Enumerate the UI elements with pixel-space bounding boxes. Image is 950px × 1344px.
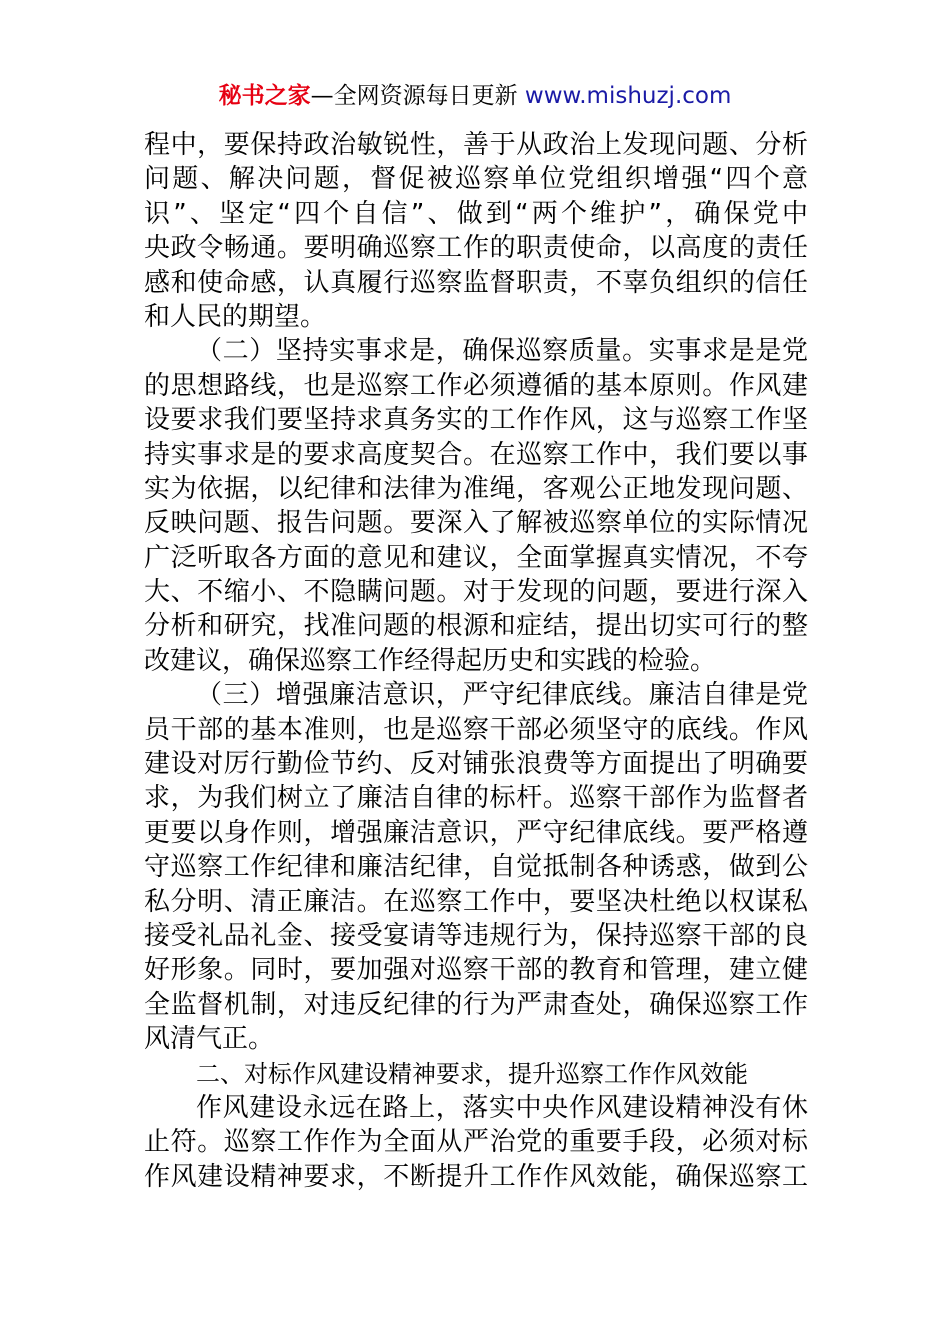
text-line: 全监督机制，对违反纪律的行为严肃查处，确保巡察工作 — [144, 989, 808, 1020]
text-line: 员干部的基本准则，也是巡察干部必须坚守的底线。作风 — [144, 714, 808, 745]
text-line: 接受礼品礼金、接受宴请等违规行为，保持巡察干部的良 — [144, 920, 808, 951]
text-line: 建设对厉行勤俭节约、反对铺张浪费等方面提出了明确要 — [144, 749, 808, 780]
text-line: 作风建设精神要求，不断提升工作作风效能，确保巡察工 — [144, 1161, 808, 1192]
text-line: 识”、坚定“四个自信”、做到“两个维护”，确保党中 — [144, 198, 808, 229]
text-line: 守巡察工作纪律和廉洁纪律，自觉抵制各种诱惑，做到公 — [144, 852, 808, 883]
text-line: 广泛听取各方面的意见和建议，全面掌握真实情况，不夸 — [144, 542, 808, 573]
text-line: 实为依据，以纪律和法律为准绳，客观公正地发现问题、 — [144, 473, 808, 504]
text-line: 分析和研究，找准问题的根源和症结，提出切实可行的整 — [144, 611, 808, 642]
text-line: 大、不缩小、不隐瞒问题。对于发现的问题，要进行深入 — [144, 577, 808, 608]
chapter-2-heading: 二、对标作风建设精神要求，提升巡察工作作风效能 — [196, 1059, 748, 1088]
text-line: 作风建设永远在路上，落实中央作风建设精神没有休 — [196, 1092, 808, 1123]
text-line: 反映问题、报告问题。要深入了解被巡察单位的实际情况 — [144, 508, 808, 539]
text-line: 改建议，确保巡察工作经得起历史和实践的检验。 — [144, 645, 717, 676]
text-line: 设要求我们要坚持求真务实的工作作风，这与巡察工作坚 — [144, 405, 808, 436]
text-line: 更要以身作则，增强廉洁意识，严守纪律底线。要严格遵 — [144, 817, 808, 848]
text-line: 央政令畅通。要明确巡察工作的职责使命，以高度的责任 — [144, 233, 808, 264]
text-line: 感和使命感，认真履行巡察监督职责，不辜负组织的信任 — [144, 267, 808, 298]
section-2-heading-line: （二）坚持实事求是，确保巡察质量。实事求是是党 — [196, 336, 808, 367]
site-header — [0, 80, 950, 112]
text-line: 的思想路线，也是巡察工作必须遵循的基本原则。作风建 — [144, 370, 808, 401]
text-line: 问题、解决问题，督促被巡察单位党组织增强“四个意 — [144, 164, 808, 195]
site-url-link[interactable]: www.mishuzj.com — [524, 83, 732, 109]
text-line: 和人民的期望。 — [144, 301, 327, 332]
text-line: 私分明、清正廉洁。在巡察工作中，要坚决杜绝以权谋私 — [144, 886, 808, 917]
text-line: 求，为我们树立了廉洁自律的标杆。巡察干部作为监督者 — [144, 783, 808, 814]
text-line: 程中，要保持政治敏锐性，善于从政治上发现问题、分析 — [144, 130, 808, 160]
text-line: 好形象。同时，要加强对巡察干部的教育和管理，建立健 — [144, 955, 808, 986]
header-slogan: —全网资源每日更新 — [310, 83, 525, 109]
text-line: 止符。巡察工作作为全面从严治党的重要手段，必须对标 — [144, 1127, 808, 1158]
brand-name: 秘书之家 — [218, 83, 311, 109]
document-body — [144, 128, 808, 1194]
section-3-heading-line: （三）增强廉洁意识，严守纪律底线。廉洁自律是党 — [196, 680, 808, 711]
text-line: 持实事求是的要求高度契合。在巡察工作中，我们要以事 — [144, 439, 808, 470]
text-line: 风清气正。 — [144, 1024, 275, 1055]
